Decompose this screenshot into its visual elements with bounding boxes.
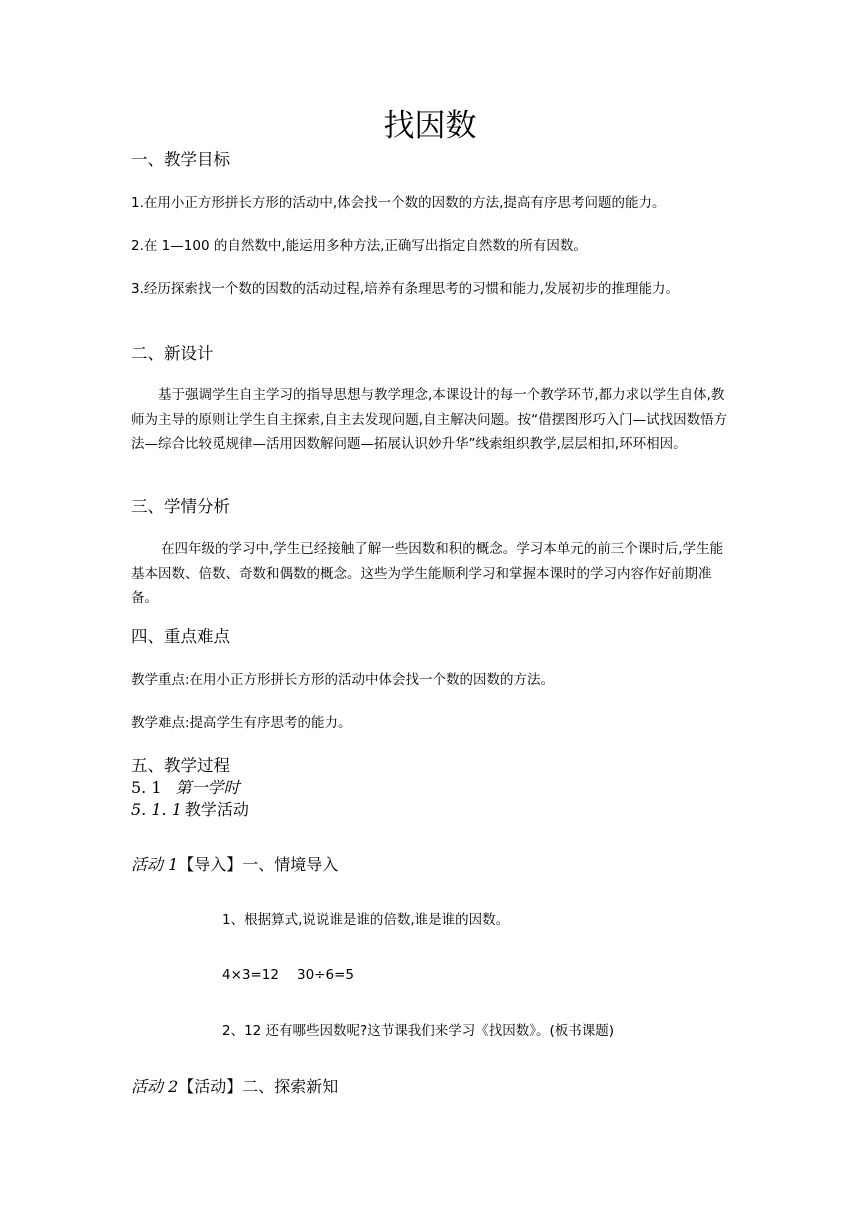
activities-label: 教学活动 xyxy=(184,800,249,819)
document-title: 找因数 xyxy=(383,108,477,144)
design-heading: 二、新设计 xyxy=(131,344,214,363)
activity-2-title: 二、探索新知 xyxy=(242,1077,339,1096)
activity-2-heading xyxy=(131,1076,338,1098)
teaching-difficulty: 教学难点:提高学生有序思考的能力。 xyxy=(131,715,352,731)
activity-2-tag: 【活动】 xyxy=(178,1077,243,1096)
analysis-paragraph: 在四年级的学习中,学生已经接触了解一些因数和积的概念。学习本单元的前三个课时后,学生能基本因数、倍数、奇数和偶数的概念。这些为学生能顺利学习和掌握本课时的学习内容作好前期准备。 xyxy=(131,541,724,606)
activities-line xyxy=(131,799,249,821)
objective-item-2: 2.在 1—100 的自然数中,能运用多种方法,正确写出指定自然数的所有因数。 xyxy=(131,238,587,254)
activity-1-tag: 【导入】 xyxy=(178,855,243,874)
formula-a: 4×3=12 xyxy=(222,967,279,983)
lesson-number: 5. 1 xyxy=(131,778,162,797)
objective-item-1: 1.在用小正方形拼长方形的活动中,体会找一个数的因数的方法,提高有序思考问题的能力。 xyxy=(131,195,666,211)
lesson-line xyxy=(131,777,240,799)
activity-1-formulas xyxy=(222,964,354,986)
analysis-heading: 三、学情分析 xyxy=(131,497,230,516)
activity-1-title: 一、情境导入 xyxy=(242,855,339,874)
key-points-heading: 四、重点难点 xyxy=(131,627,230,646)
activity-1-heading xyxy=(131,854,338,876)
activity-2-prefix: 活动 2 xyxy=(131,1077,179,1096)
activities-number: 5. 1. 1 xyxy=(131,800,182,819)
design-paragraph: 基于强调学生自主学习的指导思想与教学理念,本课设计的每一个教学环节,都力求以学生自体,教师为主导的原则让学生自主探索,自主去发现问题,自主解决问题。按“借摆图形巧入门—试找因数悟方法—综合比较觅规律—活用因数解问题—拓展认识妙升华”线索组织教学,层层相扣,环环相因。 xyxy=(131,387,728,452)
process-heading: 五、教学过程 xyxy=(131,756,230,775)
activity-1-prefix: 活动 1 xyxy=(131,855,179,874)
objective-item-3: 3.经历探索找一个数的因数的活动过程,培养有条理思考的习惯和能力,发展初步的推理能力。 xyxy=(131,281,679,297)
objectives-heading: 一、教学目标 xyxy=(131,150,230,169)
activity-1-item-2: 2、12 还有哪些因数呢?这节课我们来学习《找因数》。(板书课题) xyxy=(222,1023,615,1039)
formula-b: 30÷6=5 xyxy=(296,967,354,983)
lesson-label: 第一学时 xyxy=(175,778,240,797)
teaching-focus: 教学重点:在用小正方形拼长方形的活动中体会找一个数的因数的方法。 xyxy=(131,672,555,688)
activity-1-item-1: 1、根据算式,说说谁是谁的倍数,谁是谁的因数。 xyxy=(222,912,510,928)
